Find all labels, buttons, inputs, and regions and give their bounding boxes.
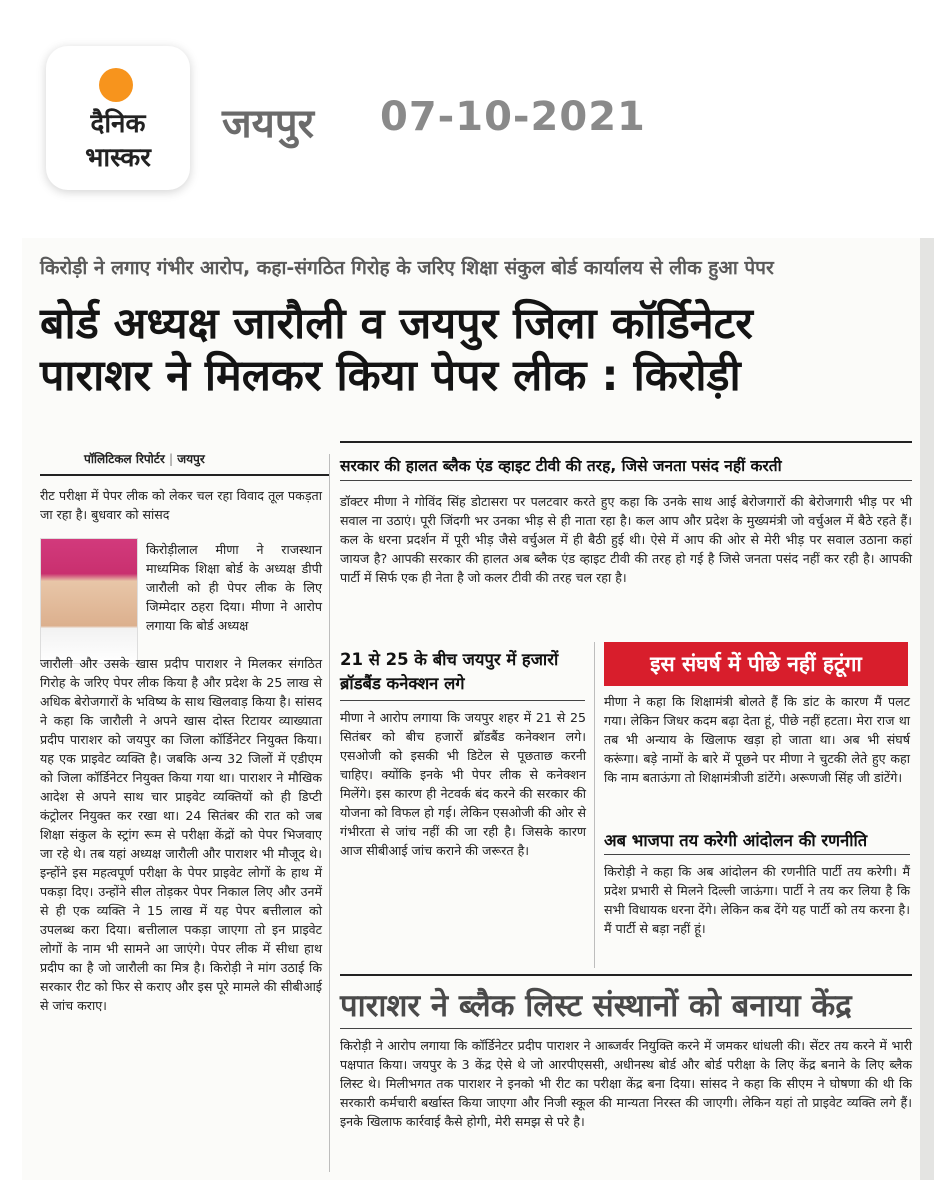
left-column-intro: रीट परीक्षा में पेपर लीक को लेकर चल रहा विवाद तूल पकड़ता जा रहा है। बुधवार को सांसद <box>40 488 322 522</box>
right-column-text-2: किरोड़ी ने कहा कि अब आंदोलन की रणनीति पार्टी तय करेगी। मैं प्रदेश प्रभारी से मिलने दिल्ली जाऊंगा। पार्टी ने तय कर लिया है कि सभी विधायक धरना देंगे। लेकिन कब देंगे यह पार्टी को तय करना है। मैं पार्टी से बड़ा नहीं हूं। <box>604 864 910 936</box>
sun-icon <box>99 68 133 102</box>
quote-box <box>604 642 908 686</box>
column-divider <box>329 454 330 1172</box>
subheading-bjp: अब भाजपा तय करेगी आंदोलन की रणनीति <box>604 831 868 850</box>
newspaper-clipping <box>22 238 920 1180</box>
article-kicker: किरोड़ी ने लगाए गंभीर आरोप, कहा-संगठित गिरोह के जरिए शिक्षा संकुल बोर्ड कार्यालय से लीक हुआ पेपर <box>40 257 774 279</box>
left-column-body: जारौली और उसके खास प्रदीप पाराशर ने मिलकर संगठित गिरोह के जरिए पेपर लीक किया है और प्रदेश के 25 लाख से अधिक बेरोजगारों के भविष्य के साथ खिलवाड़ किया है। सांसद ने कहा कि जारौली ने अपने खास दोस्त रिटायर व्याख्याता प्रदीप पाराशर को जयपुर का जिला कॉर्डिनेटर नियुक्त किया। यह एक प्राइवेट व्यक्ति है। जबकि अन्य 32 जिलों में एडीएम को जिला कॉर्डिनेटर नियुक्त किया गया था। पाराशर ने मौखिक आदेश से अपने साथ चार प्राइवेट व्यक्तियों को ही डिप्टी कंट्रोलर नियुक्त कर रखा था। 24 सितंबर की रात को जब शिक्षा संकुल के स्ट्रांग रूम से परीक्षा केंद्रों को पेपर भिजवाए जा रहे थे। तब यहां अध्यक्ष जारौली और पाराशर भी मौजूद थे। इन्होंने इस महत्वपूर्ण परीक्षा के पेपर प्राइवेट लोगों के हाथ में पकड़ा दिए। उन्होंने सील तोड़कर पेपर निकाल लिए और उनमें से ही एक व्यक्ति ने 15 लाख में यह पेपर बत्तीलाल को उपलब्ध करा दिया। बत्तीलाल पकड़ा जाएगा तो इन प्राइवेट लोगों के नाम भी सामने आ जाएंगे। पेपर लीक में सीधा हाथ प्रदीप का है जो जारौली का मित्र है। किरोड़ी ने मांग उठाई कि सरकार रीट को फिर से कराए और इस पूरे मामले की सीबीआई से जांच कराए। <box>40 656 322 1013</box>
edition-date: 07-10-2021 <box>380 94 646 140</box>
left-column-beside-photo: किरोड़ीलाल मीणा ने राजस्थान माध्यमिक शिक्षा बोर्ड के अध्यक्ष डीपी जारौली को ही पेपर लीक के लिए जिम्मेदार ठहरा दिया। मीणा ने आरोप लगाया कि बोर्ड अध्यक्ष <box>146 542 322 633</box>
dainik-bhaskar-logo <box>46 46 190 190</box>
right-heading-divider <box>604 854 910 855</box>
logo-text-line1: दैनिक <box>90 109 146 139</box>
logo-text-line2: भास्कर <box>85 143 151 173</box>
subheading-divider <box>340 480 912 481</box>
subheading-tv: सरकार की हालत ब्लैक एंड व्हाइट टीवी की तरह, जिसे जनता पसंद नहीं करती <box>340 457 782 475</box>
politician-photo <box>40 538 138 664</box>
bottom-section-divider <box>340 974 912 976</box>
byline-place: जयपुर <box>177 452 205 466</box>
bottom-text: किरोड़ी ने आरोप लगाया कि कॉर्डिनेटर प्रदीप पाराशर ने आब्जर्वर नियुक्ति करने में जमकर धांधली की। सेंटर तय करने में भारी पक्षपात किया। जयपुर के 3 केंद्र ऐसे थे जो आरपीएससी, अधीनस्थ बोर्ड और बोर्ड परीक्षा के लिए केंद्र बनाने के लिए ब्लैक लिस्ट थे। मिलीभगत तक पाराशर ने इनको भी रीट का परीक्षा केंद्र बना दिया। सांसद ने कहा कि सीएम ने घोषणा की थी कि सरकारी कर्मचारी बर्खास्त किया जाएगा और निजी स्कूल की मान्यता निरस्त की जाएगी। लेकिन यहां तो प्राइवेट व्यक्ति लगे हैं। इनके खिलाफ कार्रवाई कैसे होगी, मेरी समझ से परे है। <box>340 1038 912 1129</box>
edition-city: जयपुर <box>222 101 314 147</box>
middle-column-text: मीणा ने आरोप लगाया कि जयपुर शहर में 21 से 25 सितंबर को बीच हजारों ब्रॉडबैंड कनेक्शन लगे। एसओजी को इसकी भी डिटेल से पूछताछ करनी चाहिए। क्योंकि इनके भी पेपर लीक से कनेक्शन मिलेंगे। इस कारण ही नेटवर्क बंद करने की सरकार की योजना को विफल हो गई। लेकिन एसओजी की ओर से गंभीरता से जांच नहीं की जा रही है। जिसके कारण आज सीबीआई जांच कराने की जरूरत है। <box>340 710 586 858</box>
header-band <box>0 0 934 230</box>
subheading-broadband: 21 से 25 के बीच जयपुर में हजारों ब्रॉडबैंड कनेक्शन लगे <box>340 650 559 693</box>
strip-text: डॉक्टर मीणा ने गोविंद सिंह डोटासरा पर पलटवार करते हुए कहा कि उनके साथ आई बेरोजगारों की बेरोजगारी भीड़ पर भी सवाल ना उठाएं। पूरी जिंदगी भर उनका भीड़ से ही नाता रहा है। कल आप और प्रदेश के मुख्यमंत्री जो वर्चुअल में बैठे रहते हैं। कल के धरना प्रदर्शन में पूरी भीड़ जैसे वर्चुअल में ही बैठी हुई थी। ऐसे में आप की ओर से मेरी भीड़ पर सवाल उठाना कहां जायज है? आपकी सरकार की हालत अब ब्लैक एंड व्हाइट टीवी की तरह हो गई है जिसे जनता पसंद नहीं कर रही है। आपकी पार्टी में सिर्फ एक ही नेता है जो कलर टीवी की तरह चल रहा है। <box>340 494 912 585</box>
subheading-blacklist: पाराशर ने ब्लैक लिस्ट संस्थानों को बनाया केंद्र <box>340 988 852 1024</box>
mid-divider-rule <box>340 700 585 701</box>
byline <box>84 450 205 467</box>
headline-line-1: बोर्ड अध्यक्ष जारौली व जयपुर जिला कॉर्डिनेटर <box>40 299 753 349</box>
byline-reporter: पॉलिटिकल रिपोर्टर <box>84 452 165 466</box>
headline-line-2: पाराशर ने मिलकर किया पेपर लीक : किरोड़ी <box>40 351 741 401</box>
headline-divider <box>340 441 912 443</box>
byline-divider <box>40 474 330 476</box>
bottom-heading-divider <box>340 1028 912 1029</box>
quote-box-label: इस संघर्ष में पीछे नहीं हटूंगा <box>650 652 862 676</box>
middle-column-divider <box>594 642 595 968</box>
article-headline <box>40 298 912 402</box>
byline-separator: | <box>168 452 173 466</box>
page-edge-shadow <box>920 238 934 1180</box>
right-column-text-1: मीणा ने कहा कि शिक्षामंत्री बोलते हैं कि डांट के कारण मैं पलट गया। लेकिन जिधर कदम बढ़ा देता हूं, पीछे नहीं हटता। मेरा राज था तब भी अन्याय के खिलाफ खड़ा हो जाता था। अब भी संघर्ष करूंगा। बड़े नामों के बारे में पूछने पर मीणा ने चुटकी लेते हुए कहा कि नाम बताऊंगा तो शिक्षामंत्रीजी डांटेंगे। अरूणजी सिंह जी डांटेंगे। <box>604 694 910 785</box>
